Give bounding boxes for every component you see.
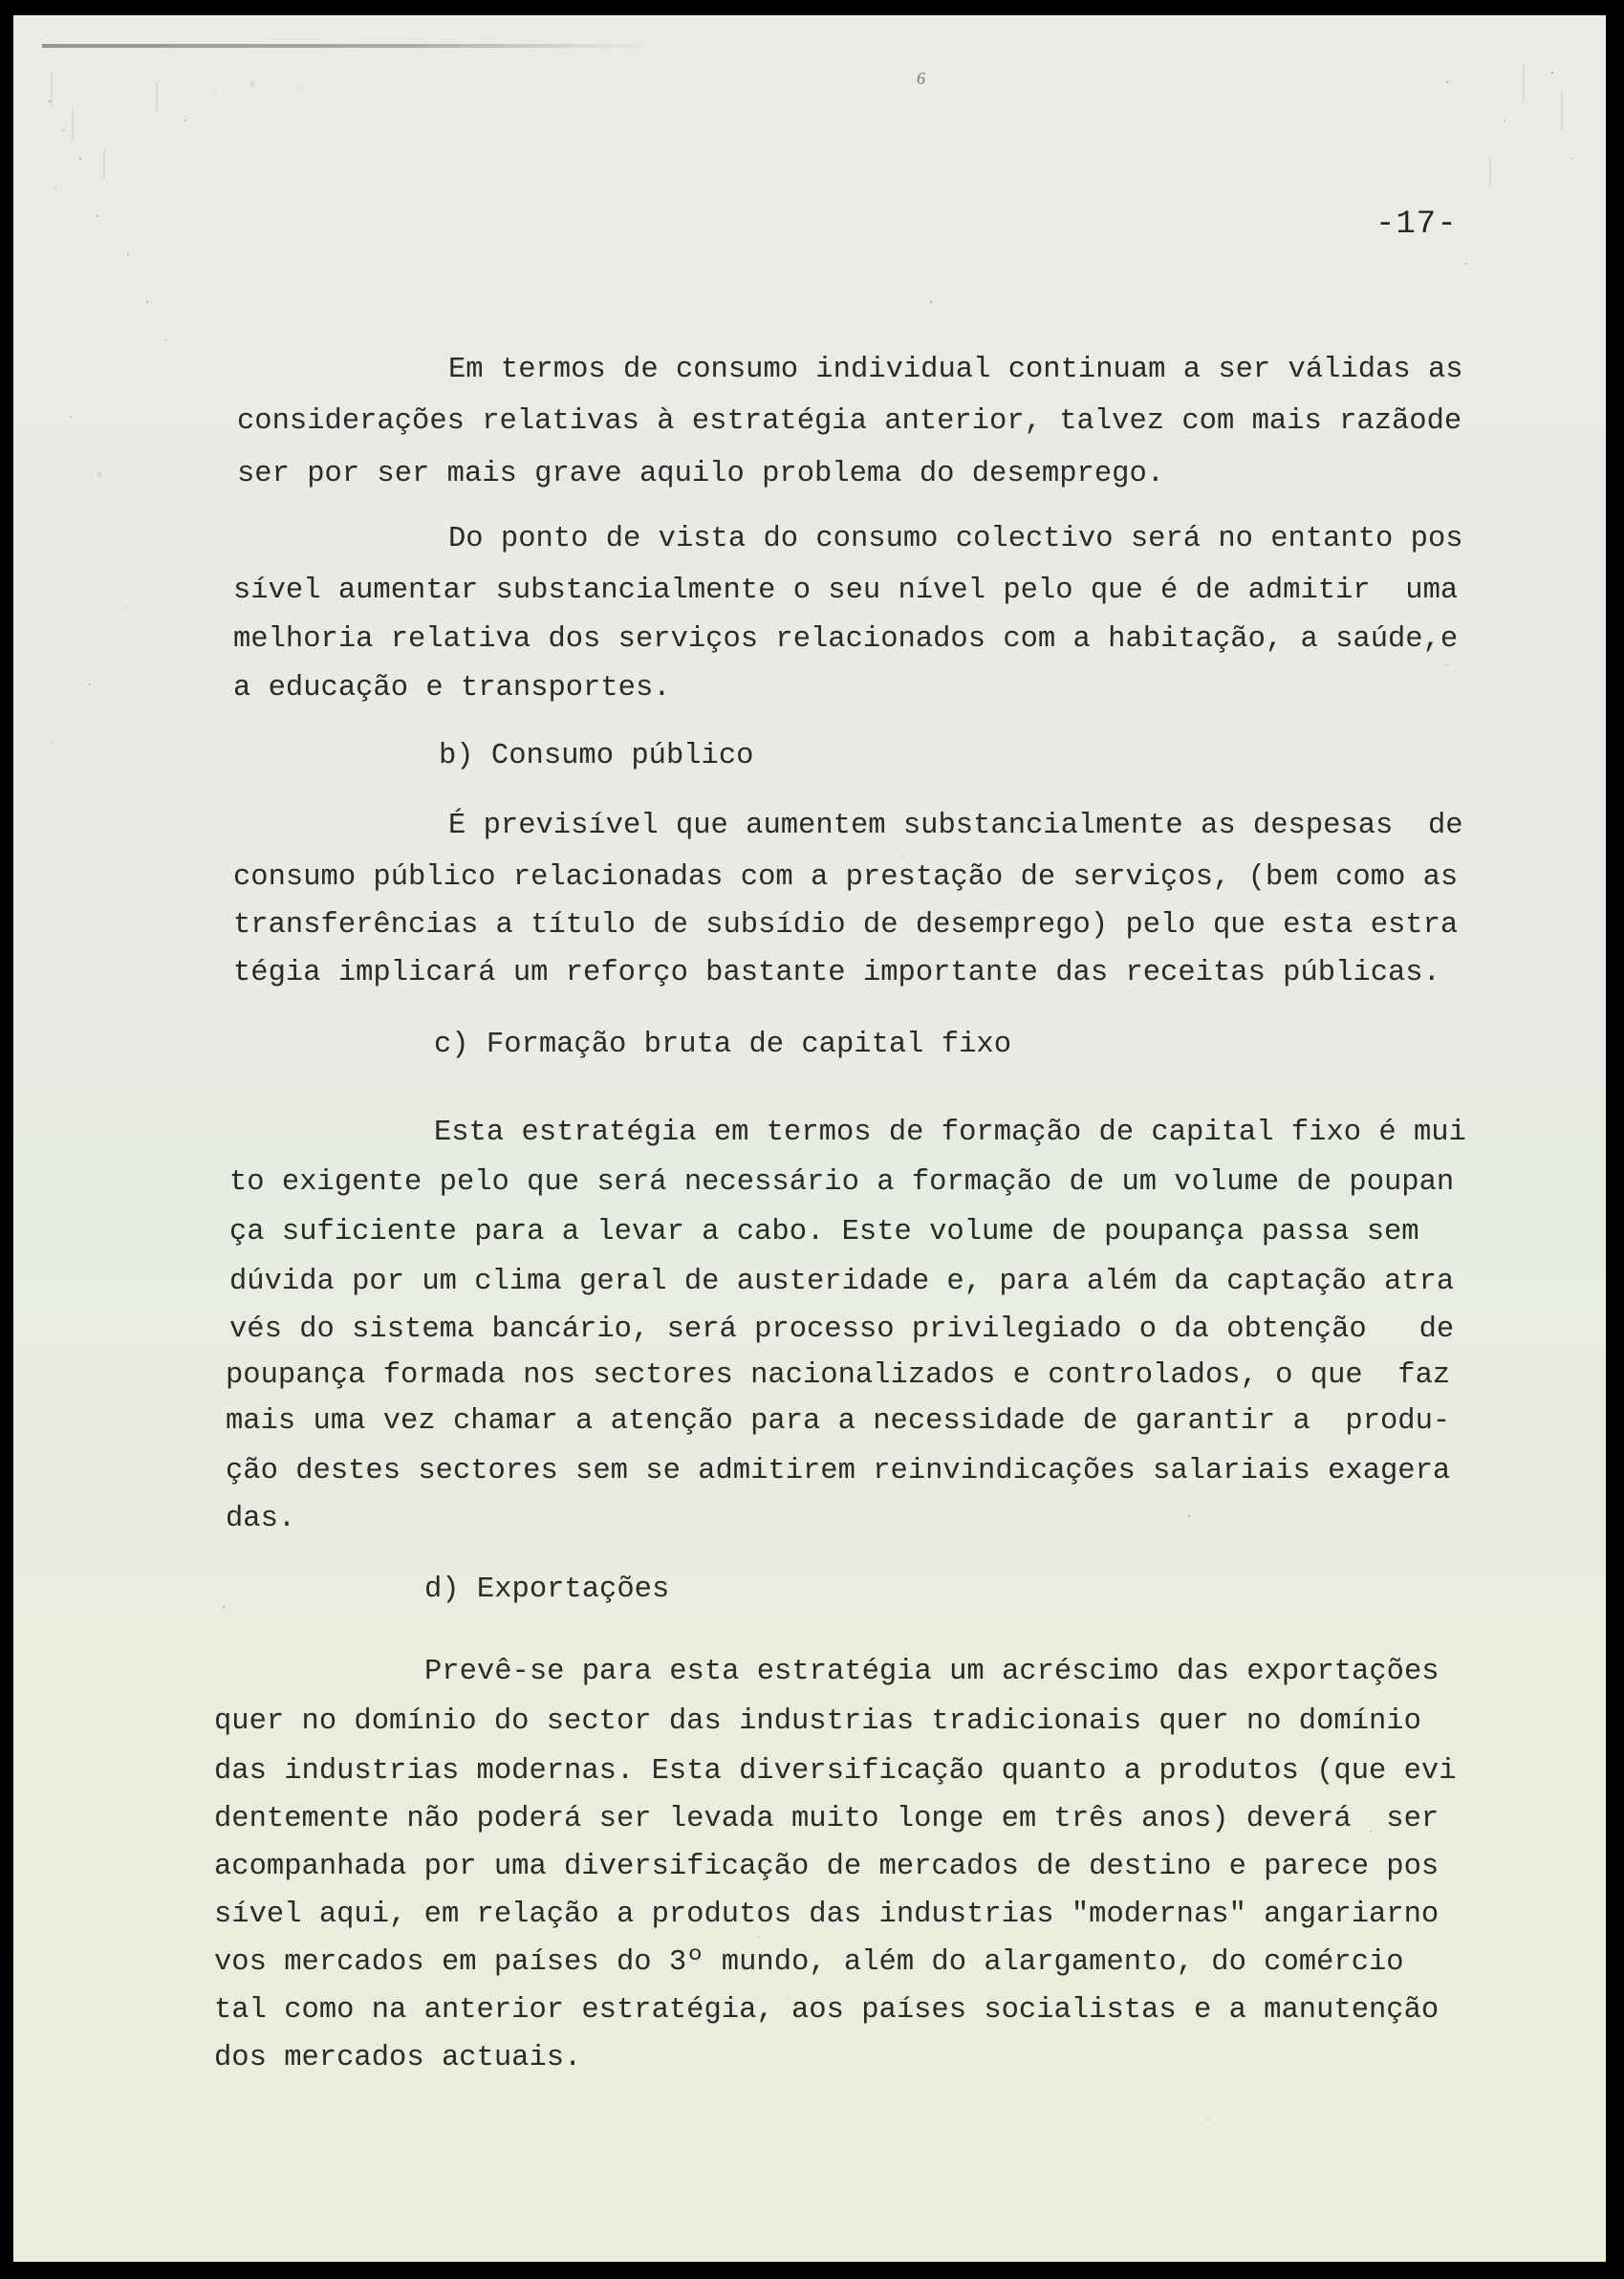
section-heading-c: c) Formação bruta de capital fixo xyxy=(434,1029,1011,1061)
paragraph-line: transferências a título de subsídio de desemprego) pelo que esta estra xyxy=(233,909,1459,942)
paragraph-line: Esta estratégia em termos de formação de capital fixo é mui xyxy=(434,1117,1466,1149)
paragraph-line: das industrias modernas. Esta diversificação quanto a produtos (que evi xyxy=(214,1755,1457,1788)
section-heading-b: b) Consumo público xyxy=(439,740,754,772)
scan-edge-line xyxy=(42,44,654,48)
paragraph-line: dentemente não poderá ser levada muito longe em três anos) deverá ser xyxy=(214,1803,1440,1835)
paragraph-line: to exigente pelo que será necessário a formação de um volume de poupan xyxy=(229,1166,1455,1199)
paragraph-line: mais uma vez chamar a atenção para a necessidade de garantir a produ- xyxy=(226,1405,1451,1438)
page-number: -17- xyxy=(1375,206,1458,243)
paragraph-line: quer no domínio do sector das industrias tradicionais quer no domínio xyxy=(214,1705,1421,1738)
paragraph-line: a educação e transportes. xyxy=(233,672,671,705)
paragraph-line: sível aumentar substancialmente o seu nível pelo que é de admitir uma xyxy=(233,575,1459,607)
document-page xyxy=(13,15,1606,2262)
paragraph-line: Prevê-se para esta estratégia um acréscimo das exportações xyxy=(424,1656,1440,1688)
paragraph-line: sível aqui, em relação a produtos das industrias "modernas" angariarno xyxy=(214,1899,1440,1931)
paragraph-line: vés do sistema bancário, será processo privilegiado o da obtenção de xyxy=(229,1313,1455,1346)
paragraph-line: dos mercados actuais. xyxy=(214,2042,582,2074)
paragraph-line: tégia implicará um reforço bastante importante das receitas públicas. xyxy=(233,957,1440,989)
paragraph-line: ser por ser mais grave aquilo problema do desemprego. xyxy=(237,458,1165,490)
paragraph-line: consumo público relacionadas com a prestação de serviços, (bem como as xyxy=(233,861,1459,894)
paragraph-line: É previsível que aumentem substancialmente as despesas de xyxy=(448,810,1463,842)
paragraph-line: poupança formada nos sectores nacionalizados e controlados, o que faz xyxy=(226,1359,1451,1392)
paragraph-line: ça suficiente para a levar a cabo. Este volume de poupança passa sem xyxy=(229,1216,1419,1248)
paragraph-line: tal como na anterior estratégia, aos países socialistas e a manutenção xyxy=(214,1994,1440,2027)
paragraph-line: acompanhada por uma diversificação de mercados de destino e parece pos xyxy=(214,1851,1440,1883)
paragraph-line: das. xyxy=(226,1503,296,1535)
paragraph-line: Em termos de consumo individual continuam a ser válidas as xyxy=(448,354,1463,386)
paragraph-line: vos mercados em países do 3º mundo, além do alargamento, do comércio xyxy=(214,1946,1404,1979)
paragraph-line: ção destes sectores sem se admitirem reinvindicações salariais exagera xyxy=(226,1455,1451,1487)
paragraph-line: considerações relativas à estratégia anterior, talvez com mais razãode xyxy=(237,405,1462,438)
paragraph-line: melhoria relativa dos serviços relacionados com a habitação, a saúde,e xyxy=(233,623,1459,656)
paragraph-line: dúvida por um clima geral de austeridade e, para além da captação atra xyxy=(229,1266,1455,1298)
corner-mark: 6 xyxy=(917,69,925,88)
section-heading-d: d) Exportações xyxy=(424,1574,670,1606)
paragraph-line: Do ponto de vista do consumo colectivo será no entanto pos xyxy=(448,523,1463,555)
